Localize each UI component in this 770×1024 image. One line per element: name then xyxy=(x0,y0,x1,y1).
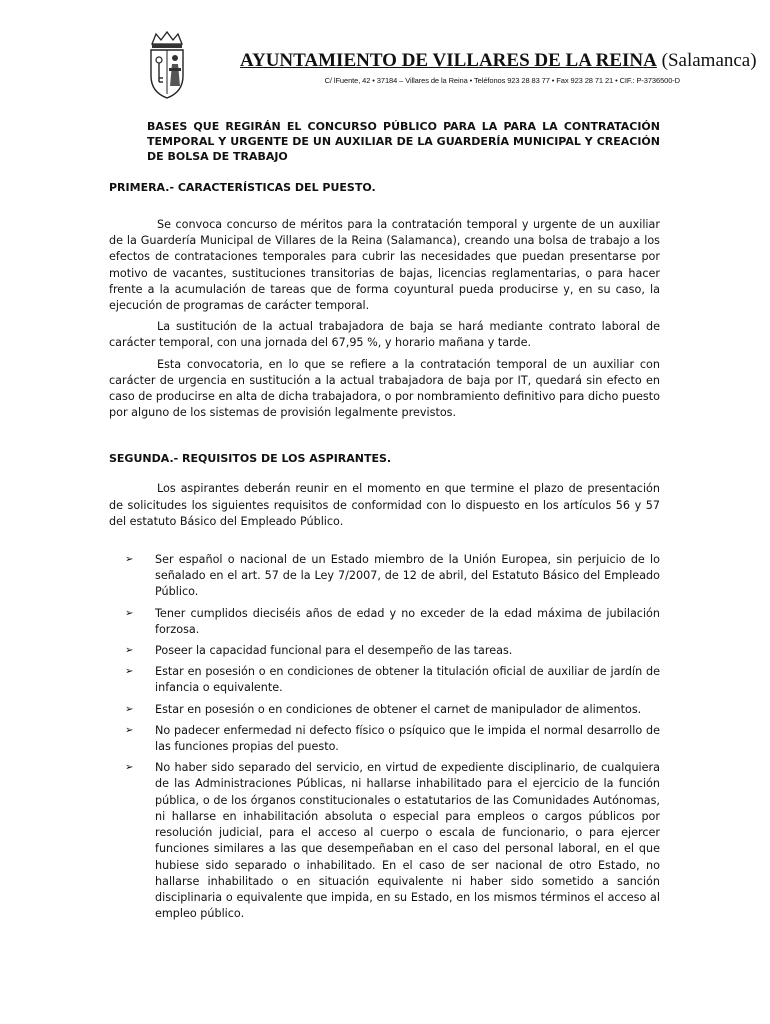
list-item-text: Estar en posesión o en condiciones de obtener el carnet de manipulador de alimentos. xyxy=(155,702,642,716)
arrow-bullet-icon: ➢ xyxy=(125,724,134,736)
document-body xyxy=(109,119,660,927)
coat-of-arms-logo xyxy=(144,30,190,100)
arrow-bullet-icon: ➢ xyxy=(125,703,134,715)
arrow-bullet-icon: ➢ xyxy=(125,762,134,774)
paragraph: La sustitución de la actual trabajadora de baja se hará mediante contrato laboral de carácter temporal, con una jornada del 67,95 %, y horario mañana y tarde. xyxy=(109,320,660,350)
list-item xyxy=(109,702,660,718)
requirements-list xyxy=(109,552,660,922)
arrow-bullet-icon: ➢ xyxy=(125,607,134,619)
list-item-text: Poseer la capacidad funcional para el desempeño de las tareas. xyxy=(155,644,513,658)
paragraph: Esta convocatoria, en lo que se refiere a la contratación temporal de un auxiliar con carácter de urgencia en sustitución a la actual trabajadora de baja por IT, quedará sin efecto en caso de producirse en alta de dicha trabajadora, o por nombramiento definitivo para dicho puesto por alguno de los sistemas de provisión legalmente previstos. xyxy=(109,357,660,420)
list-item xyxy=(109,723,660,755)
list-item-text: Ser español o nacional de un Estado miembro de la Unión Europea, sin perjuicio de lo señalado en el art. 57 de la Ley 7/2007, de 12 de abril, del Estatuto Básico del Empleado Público. xyxy=(155,553,660,599)
list-item xyxy=(109,643,660,659)
list-item xyxy=(109,606,660,638)
header-address: C/ lFuente, 42 • 37184 – Villares de la Reina • Teléfonos 923 28 83 77 • Fax 923 28 71 21 • CIF.: P-3736500-D xyxy=(324,76,680,85)
section-heading-primera: PRIMERA.- CARACTERÍSTICAS DEL PUESTO. xyxy=(109,181,376,194)
header-title xyxy=(240,50,757,72)
list-item-text: Tener cumplidos dieciséis años de edad y no exceder de la edad máxima de jubilación forzosa. xyxy=(155,606,660,636)
province-name: (Salamanca) xyxy=(661,50,757,71)
document-title: BASES QUE REGIRÁN EL CONCURSO PÚBLICO PARA LA PARA LA CONTRATACIÓN TEMPORAL Y URGENTE DE UN AUXILIAR DE LA GUARDERÍA MUNICIPAL Y CREACIÓN DE BOLSA DE TRABAJO xyxy=(147,120,660,163)
list-item-text: No haber sido separado del servicio, en virtud de expediente disciplinario, de cualquiera de las Administraciones Públicas, ni hallarse inhabilitado para el ejercicio de la función pública, o de los órganos constitucionales o estatutarios de las Comunidades Autónomas, ni hallarse en inhabilitación absoluta o especial para empleos o cargos públicos por resolución judicial, para el acceso al cuerpo o escala de funcionario, o para ejercer funciones similares a las que desempeñaban en el caso del personal laboral, en el que hubiese sido separado o inhabilitado. En el caso de ser nacional de otro Estado, no hallarse inhabilitado o en situación equivalente ni haber sido sometido a sanción disciplinaria o equivalente que impida, en su Estado, en los mismos términos el acceso al empleo público. xyxy=(155,761,660,921)
municipality-name: AYUNTAMIENTO DE VILLARES DE LA REINA xyxy=(240,50,657,71)
section-heading-segunda: SEGUNDA.- REQUISITOS DE LOS ASPIRANTES. xyxy=(109,452,392,466)
list-item xyxy=(109,664,660,696)
arrow-bullet-icon: ➢ xyxy=(125,554,134,566)
paragraph: Se convoca concurso de méritos para la contratación temporal y urgente de un auxiliar de la Guardería Municipal de Villares de la Reina (Salamanca), creando una bolsa de trabajo a los efectos de contrataciones temporales para cubrir las necesidades que puedan presentarse por motivo de vacantes, sustituciones transitorias de bajas, licencias reglamentarias, o para hacer frente a la acumulación de tareas que de forma coyuntural pueda producirse y, en su caso, la ejecución de programas de carácter temporal. xyxy=(109,218,660,313)
paragraph: Los aspirantes deberán reunir en el momento en que termine el plazo de presentación de solicitudes los siguientes requisitos de conformidad con lo dispuesto en los artículos 56 y 57 del estatuto Básico del Empleado Público. xyxy=(109,482,660,528)
list-item-text: Estar en posesión o en condiciones de obtener la titulación oficial de auxiliar de jardín de infancia o equivalente. xyxy=(155,665,660,695)
arrow-bullet-icon: ➢ xyxy=(125,645,134,657)
list-item-text: No padecer enfermedad ni defecto físico o psíquico que le impida el normal desarrollo de las funciones propias del puesto. xyxy=(155,723,660,754)
arrow-bullet-icon: ➢ xyxy=(125,666,134,678)
list-item xyxy=(109,552,660,601)
list-item xyxy=(109,760,660,922)
